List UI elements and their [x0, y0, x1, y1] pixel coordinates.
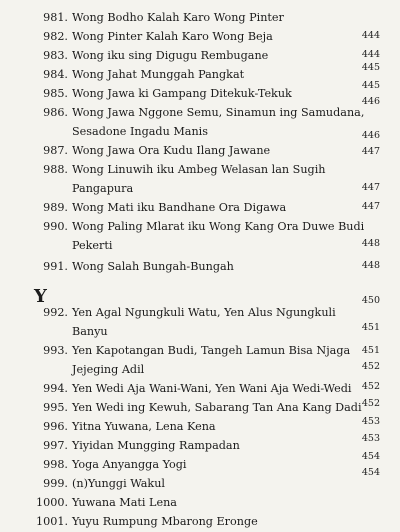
page-number: 450: [361, 295, 380, 306]
page-number: 453: [361, 416, 380, 427]
toc-entry: 996. Yitna Yuwana, Lena Kena: [43, 420, 216, 433]
page-number: 445: [361, 80, 380, 91]
page-number: 452: [361, 381, 380, 392]
page-number: 444: [361, 49, 380, 60]
page-number: 452: [361, 398, 380, 409]
toc-entry: 986. Wong Jawa Nggone Semu, Sinamun ing Samudana, Sesadone Ingadu Manis: [43, 106, 365, 138]
page-number: 454: [361, 451, 380, 462]
page-number: 445: [361, 62, 380, 73]
toc-entry: 982. Wong Pinter Kalah Karo Wong Beja: [43, 30, 273, 43]
toc-entry: 981. Wong Bodho Kalah Karo Wong Pinter: [43, 11, 284, 24]
page-number: 446: [361, 96, 380, 107]
page-number: 452: [361, 361, 380, 372]
toc-entry: 1000. Yuwana Mati Lena: [35, 496, 177, 509]
page-number: 446: [361, 130, 380, 141]
page-number: 447: [361, 201, 380, 212]
toc-entry: 994. Yen Wedi Aja Wani-Wani, Yen Wani Aja Wedi-Wedi: [43, 382, 352, 395]
toc-entry: 985. Wong Jawa ki Gampang Ditekuk-Tekuk: [43, 87, 292, 100]
toc-entry: 989. Wong Mati iku Bandhane Ora Digawa: [43, 201, 287, 214]
page-number: 451: [361, 345, 380, 356]
toc-entry: 993. Yen Kapotangan Budi, Tangeh Lamun Bisa Njaga Jejeging Adil: [43, 344, 351, 376]
page-number: 453: [361, 433, 380, 444]
toc-entry: 997. Yiyidan Mungging Rampadan: [43, 439, 240, 452]
page-number: 448: [361, 238, 380, 249]
toc-entry: 992. Yen Agal Ngungkuli Watu, Yen Alus Ngungkuli Banyu: [43, 306, 336, 338]
toc-entry: 995. Yen Wedi ing Kewuh, Sabarang Tan Ana Kang Dadi: [43, 401, 362, 414]
toc-entry: 984. Wong Jahat Munggah Pangkat: [43, 68, 245, 81]
page-number: 448: [361, 260, 380, 271]
page-number: 447: [361, 146, 380, 157]
toc-entry: 988. Wong Linuwih iku Ambeg Welasan lan Sugih Pangapura: [43, 163, 326, 195]
toc-entry: 990. Wong Paling Mlarat iku Wong Kang Ora Duwe Budi Pekerti: [43, 220, 365, 252]
page-number: 454: [361, 467, 380, 478]
section-letter: Y: [34, 286, 47, 307]
page-number: 451: [361, 322, 380, 333]
toc-entry: 1001. Yuyu Rumpung Mbarong Eronge: [35, 515, 258, 528]
toc-entry: 991. Wong Salah Bungah-Bungah: [43, 260, 234, 273]
toc-entry: 987. Wong Jawa Ora Kudu Ilang Jawane: [43, 144, 271, 157]
toc-entry: 983. Wong iku sing Digugu Rembugane: [43, 49, 269, 62]
page-number: 447: [361, 182, 380, 193]
page-number: 444: [361, 30, 380, 41]
toc-entry: 999. (n)Yunggi Wakul: [43, 477, 165, 490]
toc-entry: 998. Yoga Anyangga Yogi: [43, 458, 187, 471]
